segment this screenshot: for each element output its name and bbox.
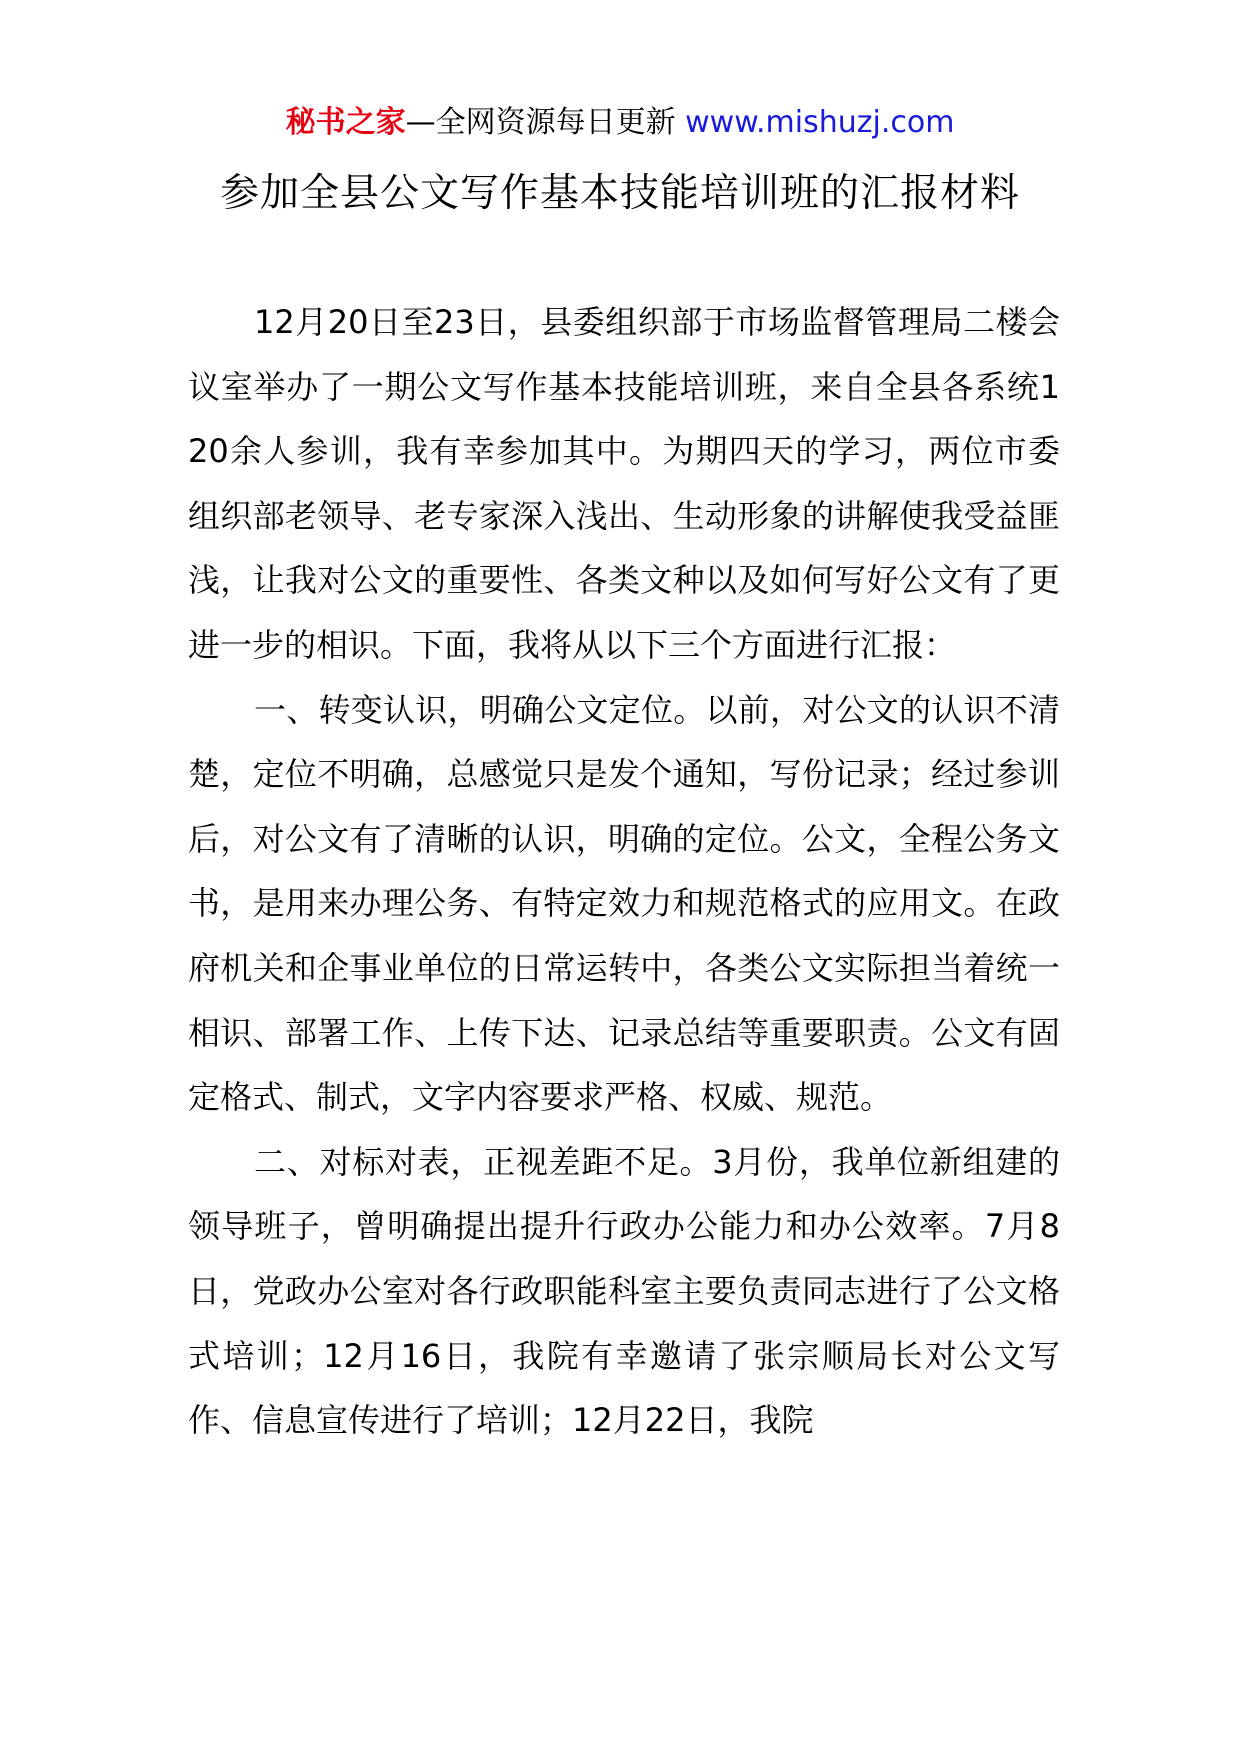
brand-name: 秘书之家: [285, 105, 406, 140]
paragraph-section-one: 一、转变认识，明确公文定位。以前，对公文的认识不清楚，定位不明确，总感觉只是发个通知，写份记录；经过参训后，对公文有了清晰的认识，明确的定位。公文，全程公务文书，是用来办理公务、有特定效力和规范格式的应用文。在政府机关和企事业单位的日常运转中，各类公文实际担当着统一相识、部署工作、上传下达、记录总结等重要职责。公文有固定格式、制式，文字内容要求严格、权威、规范。: [188, 690, 1060, 1117]
paragraph-section-two: 二、对标对表，正视差距不足。3月份，我单位新组建的领导班子，曾明确提出提升行政办公能力和办公效率。7月8日，党政办公室对各行政职能科室主要负责同志进行了公文格式培训；12月16日，我院有幸邀请了张宗顺局长对公文写作、信息宣传进行了培训；12月22日，我院: [188, 1142, 1060, 1440]
site-url-link[interactable]: www.mishuzj.com: [685, 105, 955, 140]
paragraph-intro: 12月20日至23日，县委组织部于市场监督管理局二楼会议室举办了一期公文写作基本技能培训班，来自全县各系统120余人参训，我有幸参加其中。为期四天的学习，两位市委组织部老领导、老专家深入浅出、生动形象的讲解使我受益匪浅，让我对公文的重要性、各类文种以及如何写好公文有了更进一步的相识。下面，我将从以下三个方面进行汇报：: [188, 303, 1060, 664]
site-banner: [0, 100, 1240, 146]
document-title: 参加全县公文写作基本技能培训班的汇报材料: [219, 171, 1020, 216]
document-body: [188, 290, 1060, 1453]
brand-slogan: —全网资源每日更新: [405, 105, 676, 140]
